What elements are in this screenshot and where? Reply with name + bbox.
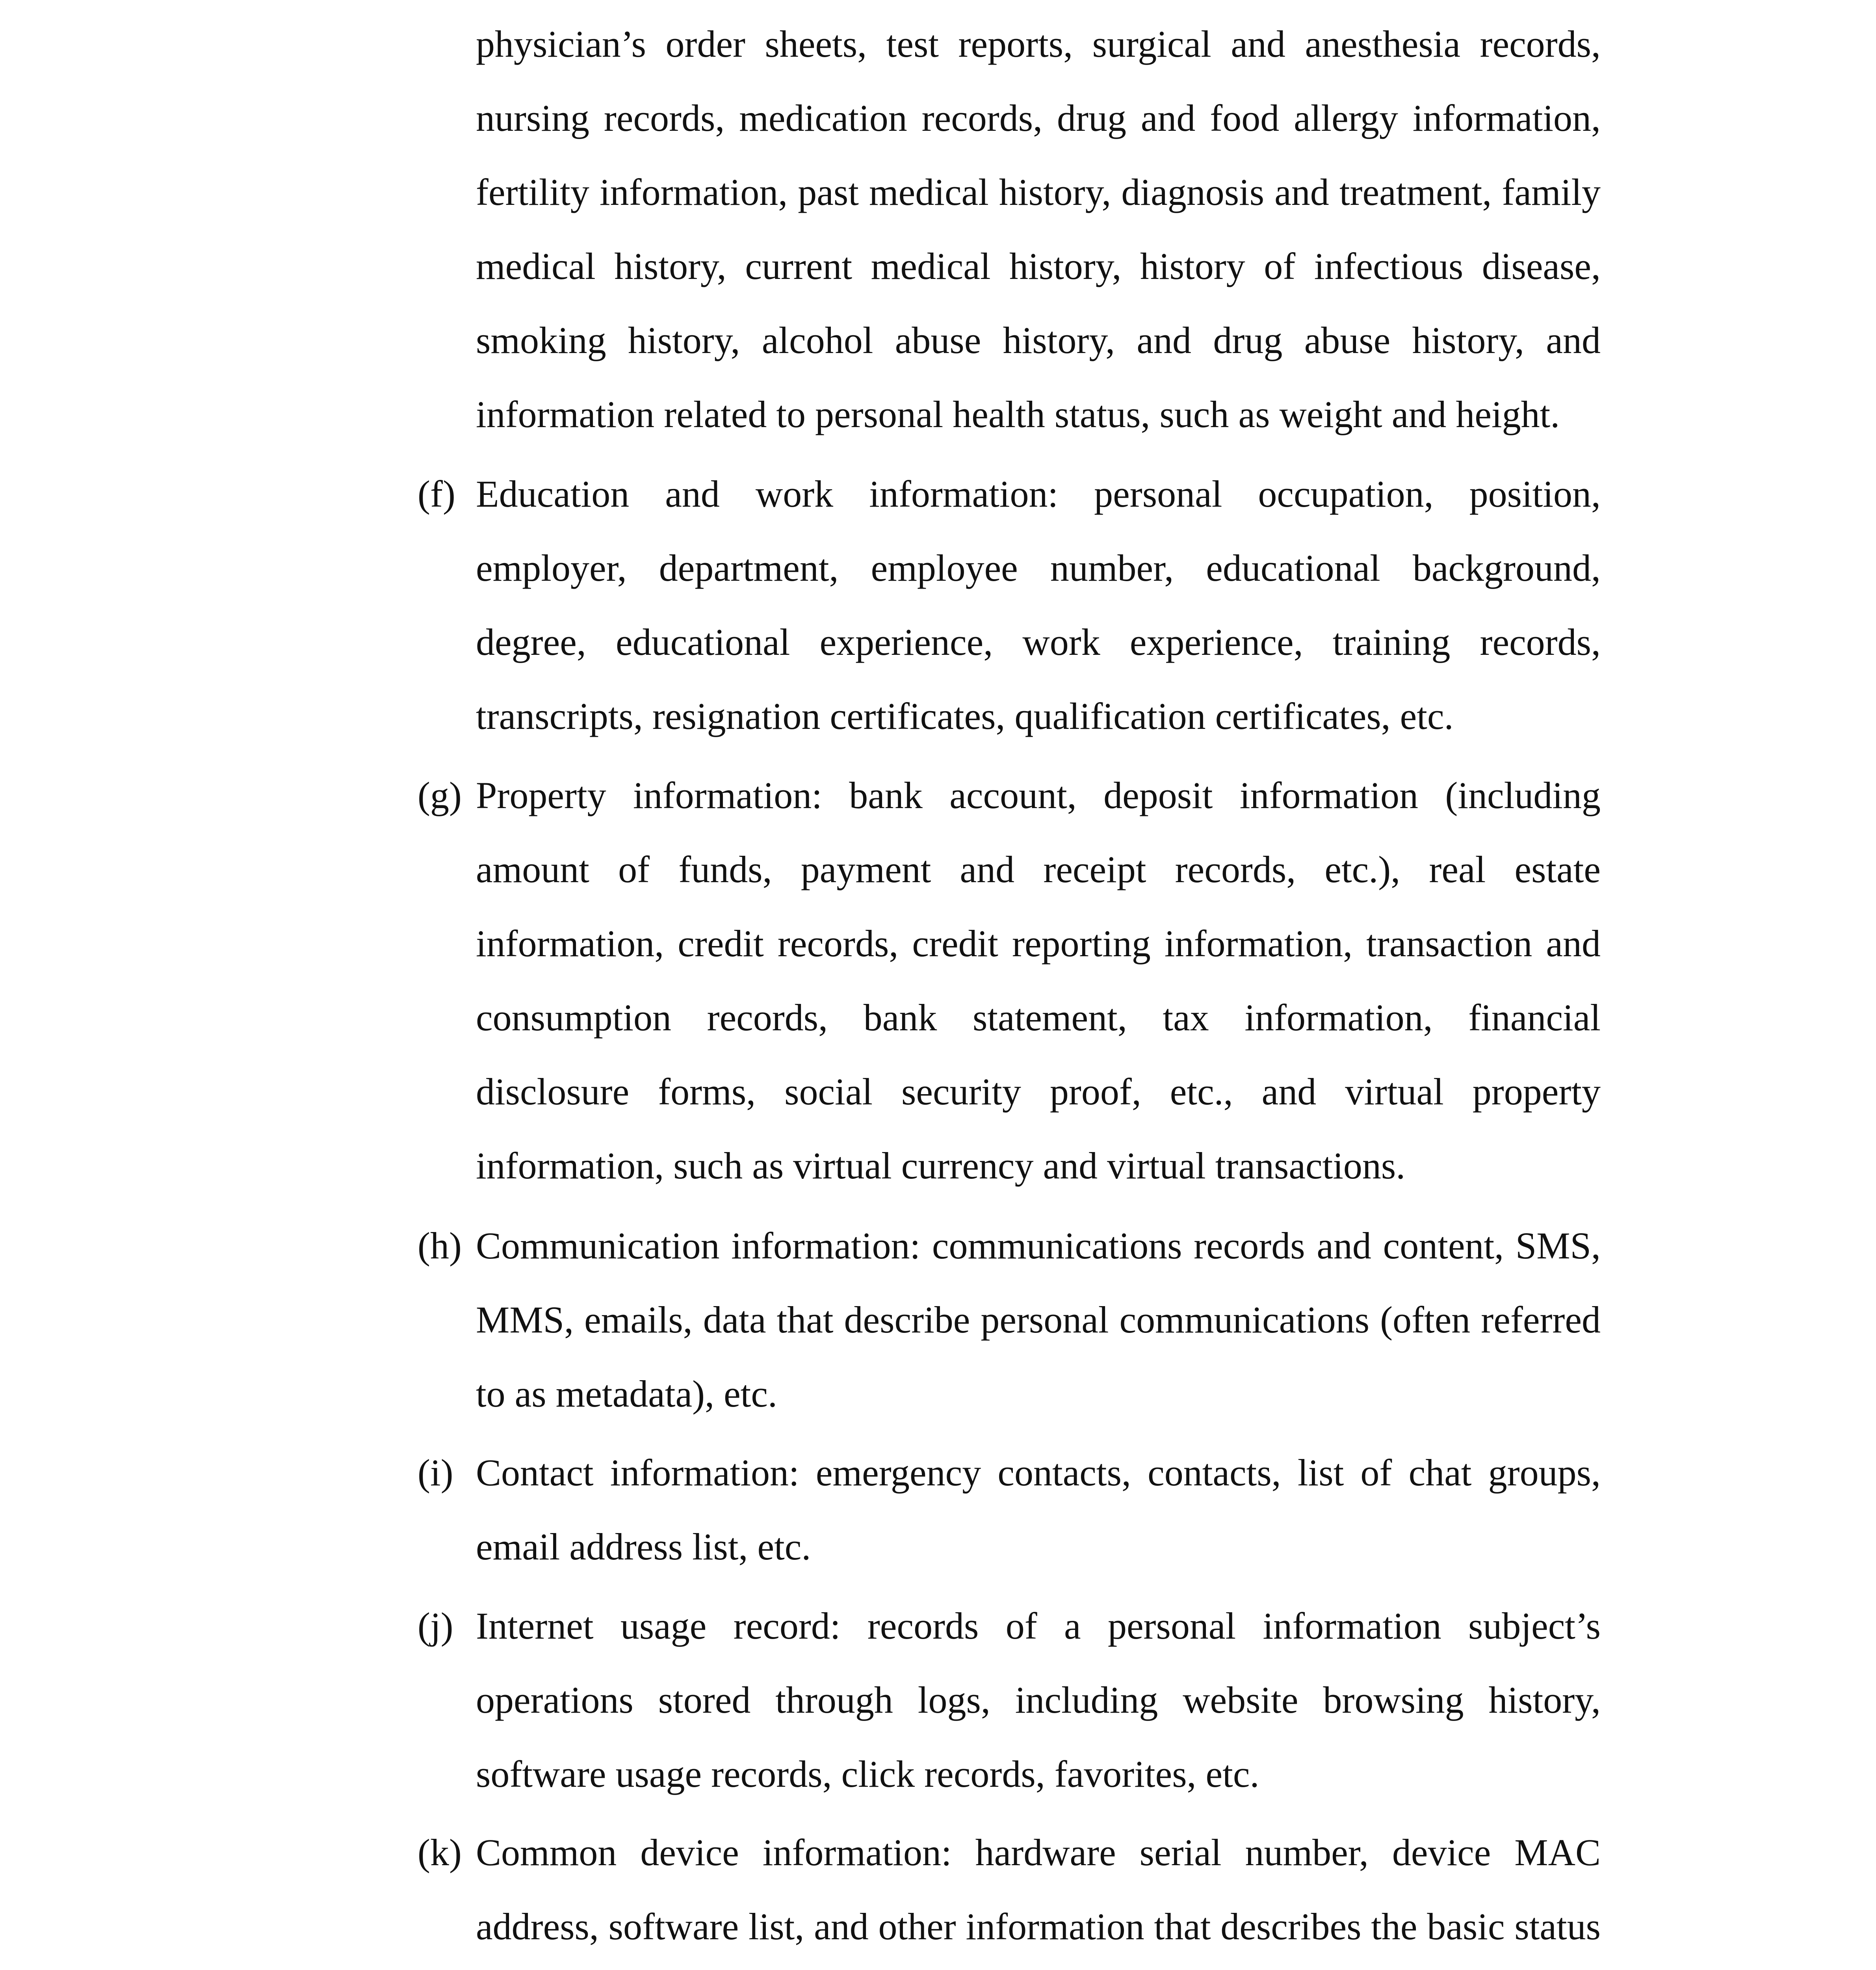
list-item-f <box>418 457 1601 753</box>
list-item-text: Internet usage record: records of a personal information subject’s operations stored through logs, including website browsing history, software usage records, click records, favorites, etc. <box>476 1605 1601 1795</box>
list-item-k <box>418 1816 1601 1970</box>
continuation-paragraph: physician’s order sheets, test reports, surgical and anesthesia records, nursing records, medication records, drug and food allergy information, fertility information, past medical history, diagnosis and treatment, family medical history, current medical history, history of infectious disease, smoking history, alcohol abuse history, and drug abuse history, and information related to personal health status, such as weight and height. <box>476 23 1601 435</box>
list-marker: (f) <box>418 473 455 515</box>
list-item-text: Communication information: communications records and content, SMS, MMS, emails, data that describe personal communications (often referred to as metadata), etc. <box>476 1225 1601 1415</box>
list-item-text: Common device information: hardware serial number, device MAC address, software list, and other information that describes the basic status <box>476 1831 1601 1948</box>
list-item-text: Contact information: emergency contacts, contacts, list of chat groups, email address list, etc. <box>476 1451 1601 1568</box>
list-marker: (i) <box>418 1451 453 1494</box>
list-item-g <box>418 758 1601 1203</box>
list-marker: (k) <box>418 1831 462 1873</box>
list-marker: (j) <box>418 1605 453 1647</box>
list-item-i <box>418 1436 1601 1584</box>
list-item-text: Education and work information: personal occupation, position, employer, department, employee number, educational background, degree, educational experience, work experience, training records, transcripts, resignation certificates, qualification certificates, etc. <box>476 473 1601 737</box>
list-item-h <box>418 1209 1601 1431</box>
list-item-text: Property information: bank account, deposit information (including amount of funds, payment and receipt records, etc.), real estate information, credit records, credit reporting information, transaction and consumption records, bank statement, tax information, financial disclosure forms, social security proof, etc., and virtual property information, such as virtual currency and virtual transactions. <box>476 774 1601 1187</box>
list-marker: (h) <box>418 1225 462 1267</box>
list-marker: (g) <box>418 774 462 816</box>
list-item-j <box>418 1589 1601 1811</box>
